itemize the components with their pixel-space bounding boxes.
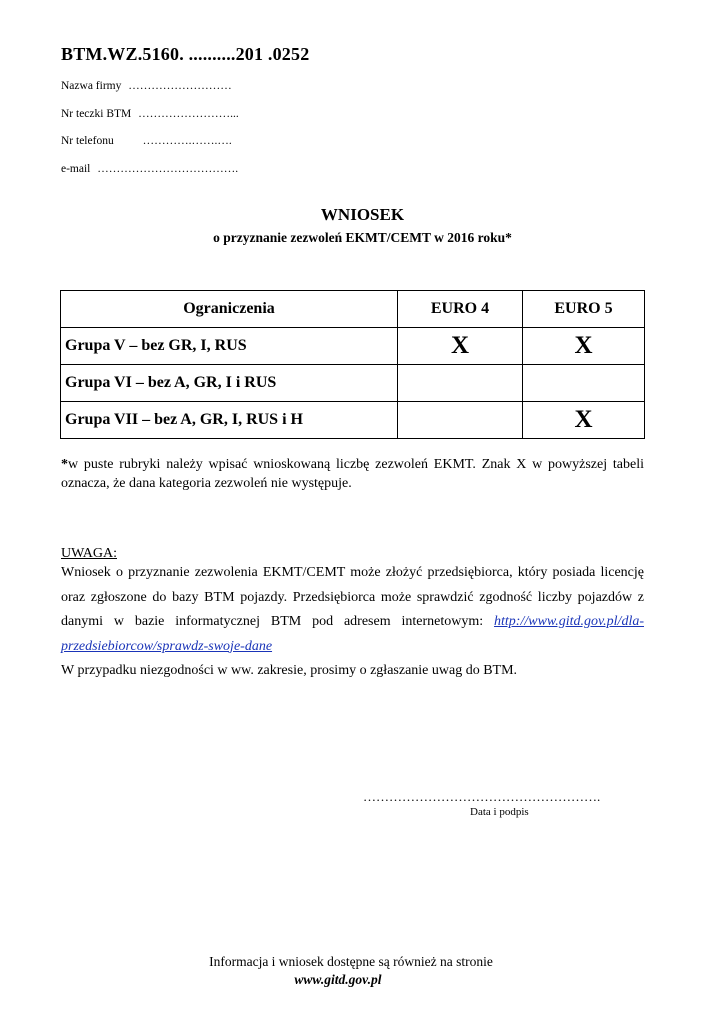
header-euro4: EURO 4 xyxy=(398,291,523,328)
table-footnote xyxy=(61,455,644,493)
phone-number-field xyxy=(61,135,232,147)
euro4-cell[interactable] xyxy=(398,365,523,402)
euro4-cell[interactable]: X xyxy=(398,328,523,365)
footnote-text: w puste rubryki należy wpisać wnioskowaną liczbę zezwoleń EKMT. Znak X w powyższej tabeli oznacza, że dana kategoria zezwoleń nie występuje. xyxy=(61,457,644,491)
company-name-label: Nazwa firmy xyxy=(61,80,122,92)
email-field xyxy=(61,163,238,175)
group-label: Grupa V – bez GR, I, RUS xyxy=(61,328,398,365)
company-name-dots: ……………………… xyxy=(128,80,232,92)
footer-website: www.gitd.gov.pl xyxy=(294,972,382,987)
btm-folder-number-field xyxy=(61,108,239,120)
group-label: Grupa VI – bez A, GR, I i RUS xyxy=(61,365,398,402)
footnote-star: * xyxy=(61,457,68,472)
notice-closing: W przypadku niezgodności w ww. zakresie, prosimy o zgłaszanie uwag do BTM. xyxy=(61,663,518,678)
btm-folder-number-dots: ……………………... xyxy=(138,108,239,120)
document-subtitle: o przyznanie zezwoleń EKMT/CEMT w 2016 roku* xyxy=(213,230,512,245)
document-reference-number: BTM.WZ.5160. ..........201 .0252 xyxy=(61,44,310,64)
footer-info: Informacja i wniosek dostępne są również na stronie xyxy=(209,954,493,969)
euro5-cell[interactable]: X xyxy=(523,328,645,365)
table-row xyxy=(61,402,645,439)
table-header-row xyxy=(61,291,645,328)
euro5-cell[interactable] xyxy=(523,365,645,402)
euro5-cell[interactable]: X xyxy=(523,402,645,439)
notice-body xyxy=(61,561,644,659)
table-row xyxy=(61,365,645,402)
company-name-field xyxy=(61,80,232,92)
verify-data-link[interactable]: http://www.gitd.gov.pl/dla-przedsiebiorcow/sprawdz-swoje-dane xyxy=(61,614,644,654)
signature-line: ………………………………………………. xyxy=(363,789,601,804)
table-row xyxy=(61,328,645,365)
notice-text: Wniosek o przyznanie zezwolenia EKMT/CEMT może złożyć przedsiębiorca, który posiada licencję oraz zgłoszone do bazy BTM pojazdy. Przedsiębiorca może sprawdzić zgodność liczby pojazdów z danymi w bazie informatycznej BTM pod adresem internetowym: xyxy=(61,565,644,629)
document-title: WNIOSEK xyxy=(320,205,405,224)
phone-number-label: Nr telefonu xyxy=(61,135,114,147)
email-label: e-mail xyxy=(61,163,91,175)
group-label: Grupa VII – bez A, GR, I, RUS i H xyxy=(61,402,398,439)
euro4-cell[interactable] xyxy=(398,402,523,439)
email-dots: ………………………………. xyxy=(97,163,239,175)
permits-table xyxy=(60,290,645,439)
signature-caption: Data i podpis xyxy=(470,806,529,818)
header-euro5: EURO 5 xyxy=(523,291,645,328)
notice-heading: UWAGA: xyxy=(61,546,117,561)
phone-number-dots: ………….…….…. xyxy=(142,135,232,147)
btm-folder-number-label: Nr teczki BTM xyxy=(61,108,132,120)
header-restrictions: Ograniczenia xyxy=(61,291,398,328)
